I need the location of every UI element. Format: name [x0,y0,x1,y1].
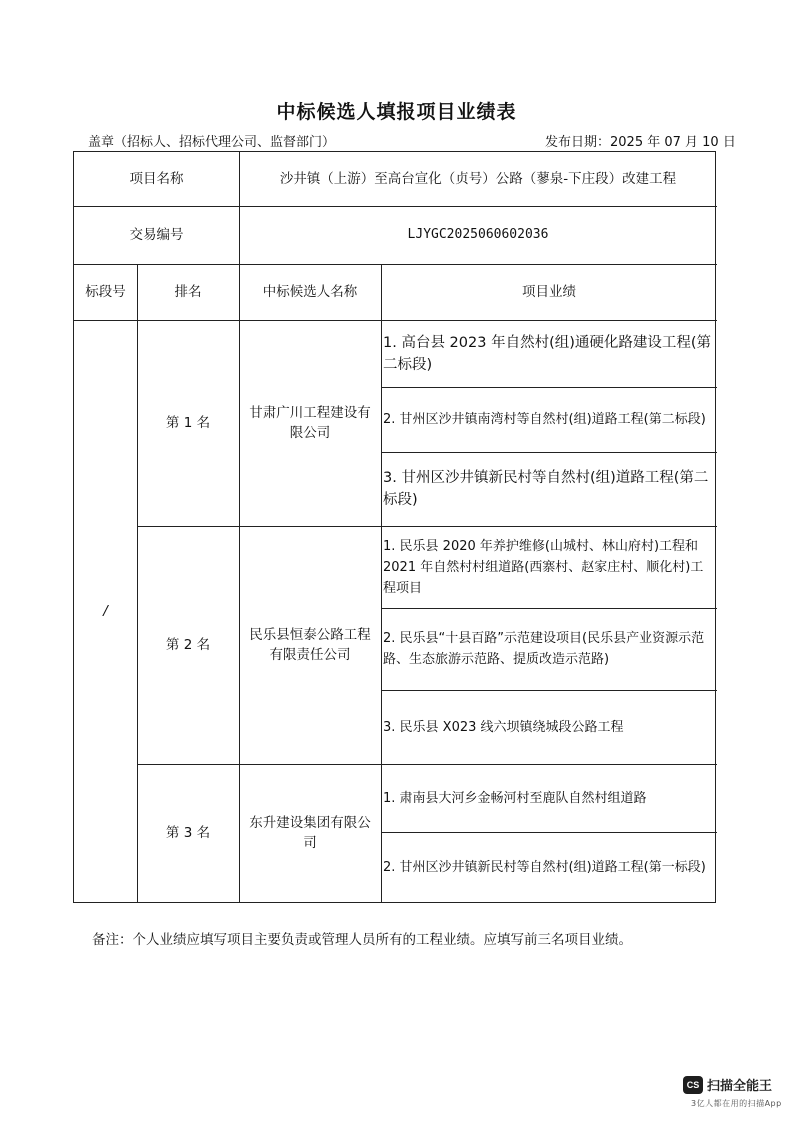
performance-item: 2. 甘州区沙井镇新民村等自然村(组)道路工程(第一标段) [383,859,706,875]
performance-item: 2. 民乐县“十县百路”示范建设项目(民乐县产业资源示范路、生态旅游示范路、提质改造示范路) [383,631,705,667]
header-rank: 排名 [174,284,202,300]
project-name-value: 沙井镇（上游）至高台宣化（贞号）公路（蓼泉-下庄段）改建工程 [279,171,677,187]
watermark-name: 扫描全能王 [707,1079,773,1094]
seal-label: 盖章（招标人、招标代理公司、监督部门） [88,135,336,150]
candidate-rank: 第 3 名 [165,825,211,841]
candidate-name: 甘肃广川工程建设有限公司 [249,405,371,441]
candidate-rank: 第 2 名 [165,637,211,653]
project-name-label: 项目名称 [129,171,184,187]
footnote: 备注：个人业绩应填写项目主要负责或管理人员所有的工程业绩。应填写前三名项目业绩。 [92,932,632,948]
trade-no-label: 交易编号 [129,227,184,243]
performance-item: 2. 甘州区沙井镇南湾村等自然村(组)道路工程(第二标段) [383,412,706,427]
candidate-rank: 第 1 名 [165,415,211,431]
watermark-slogan: 3亿人都在用的扫描App [691,1099,782,1108]
header-candidate: 中标候选人名称 [262,284,358,300]
performance-item: 1. 高台县 2023 年自然村(组)通硬化路建设工程(第二标段) [383,334,712,373]
cs-logo-icon: CS [683,1076,703,1094]
section-value: / [103,603,108,619]
candidate-name: 东升建设集团有限公司 [249,815,371,851]
performance-item: 1. 肃南县大河乡金畅河村至鹿队自然村组道路 [383,790,647,806]
performance-item: 3. 民乐县 X023 线六坝镇绕城段公路工程 [383,719,624,735]
document-title: 中标候选人填报项目业绩表 [276,101,517,123]
trade-no-value: LJYGC2025060602036 [407,227,549,242]
scanner-watermark [683,1073,787,1113]
candidate-name: 民乐县恒泰公路工程有限责任公司 [249,627,371,663]
performance-item: 3. 甘州区沙井镇新民村等自然村(组)道路工程(第二标段) [383,470,709,508]
performance-table [73,151,716,903]
performance-item: 1. 民乐县 2020 年养护维修(山城村、林山府村)工程和 2021 年自然村村组道路(西寨村、赵家庄村、顺化村)工程项目 [383,538,704,596]
header-section: 标段号 [85,284,126,300]
publish-date: 发布日期：2025 年 07 月 10 日 [545,135,736,150]
header-performance: 项目业绩 [522,284,576,300]
